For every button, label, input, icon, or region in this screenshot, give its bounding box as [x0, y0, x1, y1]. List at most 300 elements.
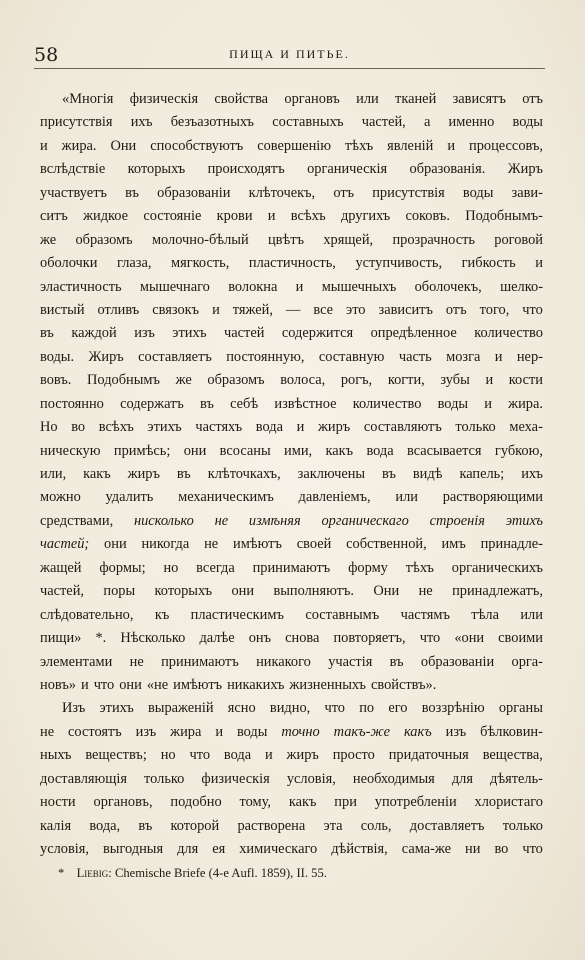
word: своей [296, 536, 332, 553]
word: тѣла [471, 606, 499, 623]
word: образованіи [420, 653, 495, 670]
word: можно [40, 489, 81, 506]
word: процессовъ, [469, 137, 543, 154]
word: никогда [141, 536, 190, 553]
word: вода [366, 442, 394, 459]
word: Изъ [62, 700, 86, 717]
word: форму [348, 559, 388, 576]
word: къ [154, 606, 170, 623]
word: ности [40, 794, 76, 811]
word: и [484, 395, 492, 412]
word: точно [281, 723, 320, 740]
word: частей, [40, 583, 84, 600]
word: происходятъ [207, 161, 285, 178]
word: что [419, 630, 441, 647]
word: видѣ [412, 466, 443, 482]
word: опредѣленное [370, 325, 457, 342]
word: такъ-же [333, 723, 391, 740]
word: мягкость, [171, 255, 230, 272]
word: клѣточкахъ, [207, 466, 281, 482]
word: Но [40, 419, 58, 436]
word: свойствъ». [371, 676, 437, 693]
word: другихъ [340, 208, 391, 225]
text-line [40, 815, 543, 838]
word: заключены [297, 466, 366, 482]
word: изъ [134, 325, 155, 342]
word: условія, [286, 770, 336, 787]
word: въ [40, 325, 54, 342]
word: зави- [511, 184, 543, 201]
word: никакого [256, 653, 311, 670]
word: воды. [40, 348, 75, 365]
text-line [40, 88, 543, 111]
word: органическія [307, 161, 388, 178]
word: ническую [40, 442, 101, 459]
text-line [40, 697, 543, 720]
word: *. [95, 630, 107, 647]
word: меха- [509, 419, 543, 436]
word: или [356, 91, 379, 107]
text-line [40, 158, 543, 181]
word: эластичность [40, 278, 122, 295]
word: частяхъ [195, 419, 243, 436]
text-line [40, 651, 543, 674]
word: «они [454, 630, 485, 647]
word: частей [224, 325, 265, 342]
word: постоянную, [226, 348, 305, 365]
text-line [40, 229, 543, 252]
text-line [40, 252, 543, 275]
word: мышечныхъ [321, 278, 397, 295]
footnote [58, 864, 548, 882]
word: удалить [105, 489, 154, 506]
word: безъазотныхъ [170, 114, 255, 131]
word: шелко- [500, 278, 543, 295]
word: и [494, 348, 503, 365]
word: часть [398, 348, 432, 365]
text-line [40, 346, 543, 369]
word: принадле- [480, 536, 543, 553]
word: зависитъ [378, 301, 433, 318]
text-line [40, 205, 543, 228]
word: только [502, 817, 543, 834]
word: нер- [516, 348, 543, 365]
word: жидкое [83, 208, 129, 225]
word: какъ [403, 723, 432, 740]
word: составныхъ [272, 114, 344, 131]
word: же [175, 372, 192, 389]
word: этихъ [505, 512, 543, 529]
word: постоянно [40, 395, 104, 412]
word: соковъ. [405, 208, 450, 225]
word: того, [479, 301, 510, 318]
word: которыхъ [127, 161, 186, 178]
word: содержатъ [120, 395, 184, 412]
word: химическаго [239, 841, 318, 857]
word: принимаютъ [161, 653, 239, 670]
word: оболочки [40, 255, 98, 272]
word: повторяетъ, [333, 630, 406, 647]
word: тканей [395, 91, 437, 107]
word: они [104, 536, 127, 553]
word: пластичность, [248, 255, 336, 272]
word: слѣдовательно, [40, 606, 134, 623]
word: далѣе [199, 630, 235, 647]
word: всегда [196, 559, 235, 576]
text-line [40, 182, 543, 205]
word: явленій [387, 137, 434, 154]
word: каждой [71, 325, 117, 342]
word: принимаютъ [252, 559, 331, 576]
word: дѣятель- [490, 770, 543, 787]
word: вовъ. [40, 372, 72, 389]
word: и [447, 137, 456, 154]
word: ситъ [40, 208, 68, 225]
word: что [522, 301, 543, 318]
word: нисколько [133, 512, 194, 529]
word: но [163, 559, 179, 576]
text-line [40, 533, 543, 556]
word: Подобнымъ [87, 372, 160, 389]
word: жиръ [317, 419, 351, 436]
word: ясно [227, 700, 256, 717]
word: выполняютъ. [273, 583, 355, 600]
page-number: 58 [34, 44, 59, 66]
word: тѣхъ [344, 137, 374, 154]
word: что [93, 676, 115, 693]
word: «не [146, 676, 169, 693]
word: «Многія [62, 91, 114, 107]
word: давленіемъ, [298, 489, 371, 506]
word: совершенію [257, 137, 332, 154]
word: калія [40, 817, 72, 834]
word: свойства [214, 91, 269, 107]
word: глаза, [117, 255, 152, 272]
word: элементами [40, 653, 113, 670]
word: вода [223, 747, 252, 764]
word: Нѣсколько [120, 630, 186, 647]
word: и [485, 372, 494, 389]
word: и [296, 419, 305, 436]
word: принадлежатъ, [452, 583, 543, 600]
word: растворена [237, 817, 306, 834]
word: пластическимъ [190, 606, 284, 623]
word: ихъ [130, 114, 153, 131]
word: ни [465, 841, 481, 857]
text-line [40, 744, 543, 767]
word: имѣютъ [233, 536, 282, 553]
word: органы [498, 700, 543, 717]
word: ныхъ [40, 747, 72, 764]
word: мышечнаго [139, 278, 210, 295]
word: волоса, [280, 372, 326, 389]
word: Они [110, 137, 137, 154]
word: ихъ [521, 466, 543, 482]
word: они [183, 442, 207, 459]
word: новъ» [40, 676, 76, 693]
word: хлористаго [474, 794, 543, 811]
word: гибкость [461, 255, 516, 272]
word: въ [389, 653, 404, 670]
text-line [40, 393, 543, 416]
text-line [40, 416, 543, 439]
word: и [264, 747, 273, 764]
page-header [34, 44, 545, 69]
word: онъ [248, 630, 272, 647]
word: не [214, 512, 229, 529]
text-line [40, 276, 543, 299]
word: имѣютъ [173, 676, 223, 693]
word: не [40, 723, 55, 740]
word: собственной, [346, 536, 427, 553]
word: что [324, 700, 345, 717]
word: видно, [269, 700, 311, 717]
word: вистый [40, 301, 85, 318]
word: просто [332, 747, 375, 764]
word: и [212, 301, 220, 318]
word: рогъ, [340, 372, 373, 389]
word: молочно-бѣлый [151, 231, 249, 248]
word: веществъ; [85, 747, 147, 764]
word: условія, [40, 841, 89, 857]
word: волокна [228, 278, 278, 295]
word: механическимъ [178, 489, 274, 506]
word: и [267, 208, 276, 225]
word: они [119, 676, 142, 693]
word: примѣсь; [113, 442, 171, 459]
word: — [285, 301, 301, 318]
word: при [334, 794, 357, 811]
word: всосаны [219, 442, 271, 459]
footnote-author: Liebig: [76, 866, 112, 880]
word: жиръ [286, 747, 319, 764]
word: эта [323, 817, 343, 834]
word: какъ [288, 794, 317, 811]
word: не [418, 583, 433, 600]
word: не [204, 536, 219, 553]
text-line [40, 299, 543, 322]
word: для [451, 770, 473, 787]
word: которыхъ [154, 583, 213, 600]
word: измѣняя [248, 512, 301, 529]
word: во [71, 419, 86, 436]
word: снова [285, 630, 320, 647]
word: строенія [429, 512, 485, 529]
word: участвуетъ [40, 184, 107, 201]
word: или, [40, 466, 67, 482]
text-line [40, 510, 543, 533]
word: именно [448, 114, 495, 131]
word: органовъ [284, 91, 340, 107]
text-line [40, 604, 543, 627]
word: соль, [360, 817, 392, 834]
word: тѣхъ [405, 559, 434, 576]
word: органическаго [321, 512, 409, 529]
word: поры [103, 583, 136, 600]
word: этихъ [99, 700, 134, 717]
word: которой [170, 817, 220, 834]
word: извѣстное [274, 395, 337, 412]
word: и [215, 723, 224, 740]
running-title: ПИЩА И ПИТЬЕ. [229, 47, 350, 61]
word: своими [498, 630, 543, 647]
word: капель; [459, 466, 505, 482]
text-line [40, 463, 543, 486]
word: мозга [446, 348, 481, 365]
word: жиръ [127, 466, 160, 482]
word: выгодныя [102, 841, 164, 857]
text-line [40, 627, 543, 650]
word: дѣйствія, [331, 841, 388, 857]
word: вслѣдствіе [40, 161, 106, 178]
word: присутствія [40, 114, 113, 131]
word: что [522, 841, 543, 857]
word: образованія. [409, 161, 486, 178]
word: никакихъ [227, 676, 285, 693]
word: составляютъ [363, 419, 442, 436]
word: вода [255, 419, 283, 436]
word: въ [382, 466, 396, 482]
text-line [40, 580, 543, 603]
text-line [40, 674, 543, 697]
word: по [359, 700, 375, 717]
word: изъ [135, 723, 157, 740]
word: а [423, 114, 431, 131]
word: и [80, 676, 89, 693]
word: жира [170, 723, 202, 740]
word: не [129, 653, 144, 670]
word: бѣлковин- [480, 723, 543, 740]
word: связокъ [152, 301, 200, 318]
word: воды [236, 723, 268, 740]
word: это [346, 301, 366, 318]
word: жащей [40, 559, 82, 576]
word: только [455, 419, 496, 436]
word: они [231, 583, 255, 600]
word: придаточныя [388, 747, 469, 764]
word: въ [125, 184, 139, 201]
word: оболочекъ, [414, 278, 482, 295]
word: отъ [333, 184, 355, 201]
word: сама-же [401, 841, 452, 857]
word: образомъ [207, 372, 265, 389]
word: воззрѣнію [421, 700, 485, 717]
word: отъ [445, 301, 467, 318]
word: же [40, 231, 57, 248]
word: физическія [129, 91, 199, 107]
word: только [144, 770, 185, 787]
word: частямъ [400, 606, 450, 623]
word: средствами, [40, 512, 114, 529]
word: тяжей, [232, 301, 273, 318]
word: и [295, 278, 304, 295]
word: имъ [441, 536, 466, 553]
word: частей, [361, 114, 406, 131]
word: образованіи [157, 184, 231, 201]
word: подобно [170, 794, 222, 811]
word: ими, [284, 442, 313, 459]
word: и [40, 137, 48, 154]
word: изъ [445, 723, 467, 740]
word: органовъ, [93, 794, 153, 811]
text-line [40, 135, 543, 158]
text-line [40, 768, 543, 791]
word: составнымъ [305, 606, 380, 623]
word: тому, [239, 794, 271, 811]
word: зубы [440, 372, 470, 389]
word: доставляетъ [409, 817, 485, 834]
word: или [395, 489, 418, 506]
word: уступчивость, [355, 255, 443, 272]
word: какъ [325, 442, 354, 459]
word: клѣточекъ, [248, 184, 316, 201]
word: въ [176, 466, 191, 482]
word: образомъ [75, 231, 133, 248]
word: крови [216, 208, 253, 225]
word: жира. [508, 395, 543, 412]
word: этихъ [172, 325, 207, 342]
word: Подобнымъ- [465, 208, 543, 225]
word: воды [512, 114, 543, 131]
word: вода, [89, 817, 121, 834]
word: Они [373, 583, 400, 600]
word: отливъ [97, 301, 140, 318]
text-line [40, 721, 543, 744]
word: Жиръ [88, 348, 124, 365]
text-line [40, 369, 543, 392]
body-text [40, 88, 543, 861]
word: для [177, 841, 199, 857]
word: отъ [522, 91, 543, 107]
word: доставляющія [40, 770, 127, 787]
word: воды [462, 184, 494, 201]
word: когти, [387, 372, 425, 389]
word: воды [437, 395, 469, 412]
word: все [313, 301, 334, 318]
word: губкою, [494, 442, 543, 459]
text-line [40, 111, 543, 134]
text-line [40, 557, 543, 580]
word: состояніе [143, 208, 202, 225]
word: участія [328, 653, 373, 670]
word: вещества, [482, 747, 543, 764]
word: употребленіи [374, 794, 457, 811]
text-line [40, 486, 543, 509]
word: жизненныхъ [289, 676, 366, 693]
word: формы; [99, 559, 146, 576]
word: пищи» [40, 630, 82, 647]
word: и [535, 255, 543, 272]
word: Жиръ [507, 161, 543, 178]
word: всѣхъ [98, 419, 134, 436]
word: что [189, 747, 211, 764]
word: его [388, 700, 408, 717]
word: состоятъ [68, 723, 122, 740]
text-line [40, 440, 543, 463]
word: составную [318, 348, 385, 365]
word: жира. [61, 137, 97, 154]
word: органическихъ [451, 559, 543, 576]
word: этихъ [147, 419, 182, 436]
word: зависятъ [452, 91, 506, 107]
word: составляетъ [138, 348, 212, 365]
footnote-marker: * [58, 866, 65, 880]
word: но [160, 747, 176, 764]
text-line [40, 791, 543, 814]
word: во [494, 841, 509, 857]
text-line [40, 838, 543, 861]
word: частей; [40, 536, 90, 553]
